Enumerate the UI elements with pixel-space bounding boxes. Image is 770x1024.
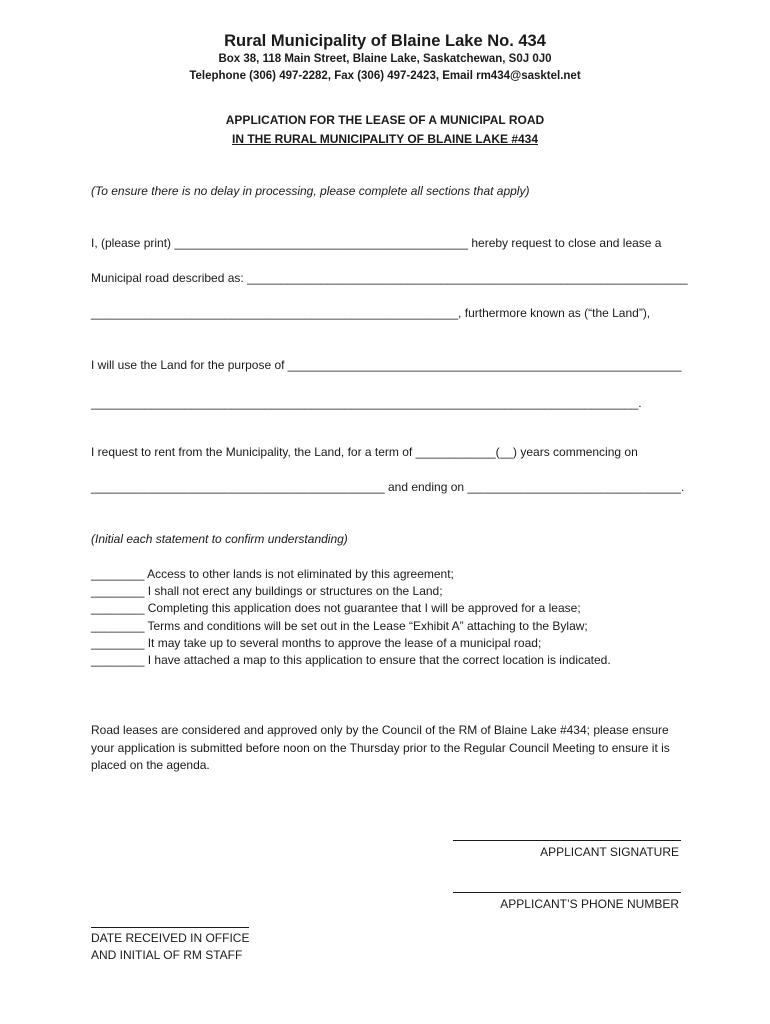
instructions-text: (To ensure there is no delay in processing, please complete all sections that apply) <box>91 184 530 198</box>
initial-statement[interactable]: ________ Completing this application does not guarantee that I will be approved for a lease; <box>91 601 581 615</box>
purpose-line[interactable]: I will use the Land for the purpose of ___________________________________________________________ <box>91 358 682 372</box>
applicant-phone-line[interactable] <box>453 892 681 893</box>
initial-statement[interactable]: ________ Terms and conditions will be set out in the Lease “Exhibit A” attaching to the Bylaw; <box>91 619 588 633</box>
office-initial-label: AND INITIAL OF RM STAFF <box>91 948 243 962</box>
office-received-line[interactable] <box>91 927 249 928</box>
purpose-continued-line[interactable]: __________________________________________________________________________________. <box>91 396 642 410</box>
office-received-label: DATE RECEIVED IN OFFICE <box>91 931 250 945</box>
road-description-line[interactable]: Municipal road described as: __________________________________________________________________ <box>91 271 688 285</box>
form-heading-line2: IN THE RURAL MUNICIPALITY OF BLAINE LAKE #434 <box>231 132 539 146</box>
municipality-contact: Telephone (306) 497-2282, Fax (306) 497-2423, Email rm434@sasktel.net <box>189 70 581 82</box>
lease-term-line[interactable]: I request to rent from the Municipality, the Land, for a term of ____________(__) years commencing on <box>91 445 638 459</box>
initial-statement[interactable]: ________ I have attached a map to this application to ensure that the correct location is indicated. <box>91 653 611 667</box>
applicant-signature-line[interactable] <box>453 840 681 841</box>
council-notice: Road leases are considered and approved only by the Council of the RM of Blaine Lake #434; please ensure your application is submitted before noon on the Thursday prior to the Regular Council Meeting to ensure it is placed on the agenda. <box>91 723 670 772</box>
municipality-address: Box 38, 118 Main Street, Blaine Lake, Saskatchewan, S0J 0J0 <box>218 53 552 65</box>
initial-statement[interactable]: ________ I shall not erect any buildings or structures on the Land; <box>91 584 443 598</box>
initial-statement[interactable]: ________ It may take up to several months to approve the lease of a municipal road; <box>91 636 542 650</box>
lease-dates-line[interactable]: ____________________________________________ and ending on ________________________________. <box>91 480 685 494</box>
form-heading-line1: APPLICATION FOR THE LEASE OF A MUNICIPAL ROAD <box>225 113 545 127</box>
applicant-name-line[interactable]: I, (please print) ____________________________________________ hereby request to close and lease a <box>91 236 662 250</box>
applicant-signature-label: APPLICANT SIGNATURE <box>540 845 679 859</box>
road-description-continued-line[interactable]: _______________________________________________________, furthermore known as (“the Land”), <box>91 306 651 320</box>
applicant-phone-label: APPLICANT’S PHONE NUMBER <box>500 897 679 911</box>
municipality-title: Rural Municipality of Blaine Lake No. 434 <box>224 32 546 50</box>
initial-statement[interactable]: ________ Access to other lands is not eliminated by this agreement; <box>91 567 454 581</box>
initial-instructions: (Initial each statement to confirm understanding) <box>91 532 348 546</box>
